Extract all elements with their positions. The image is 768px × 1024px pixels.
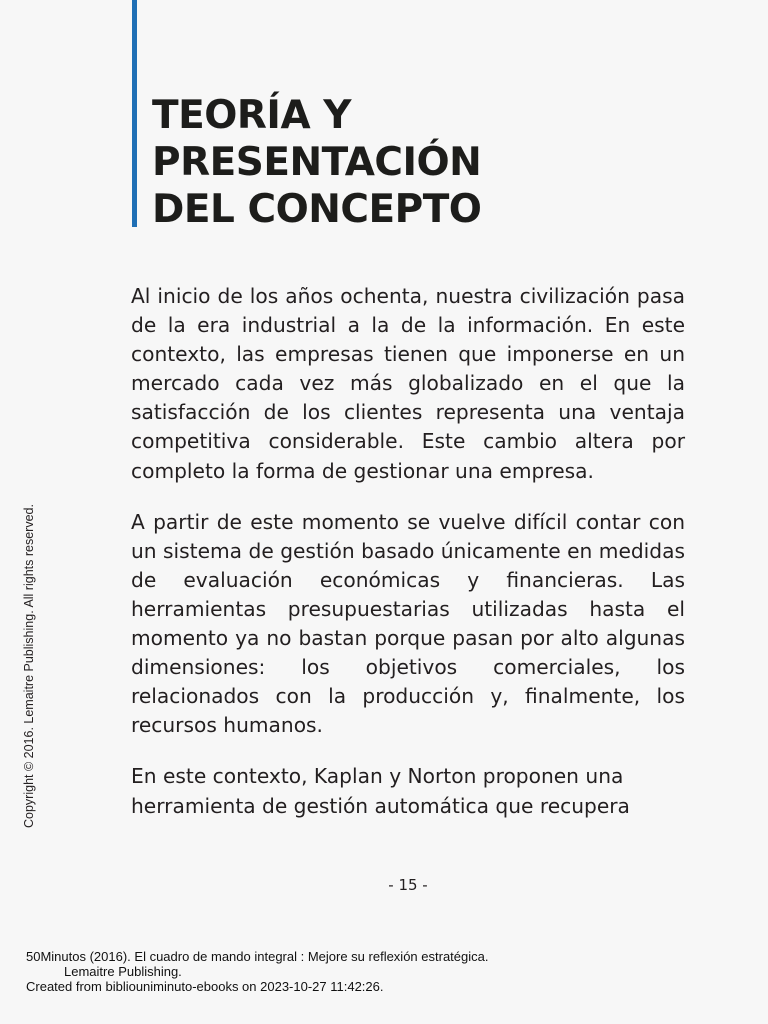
paragraph-line: por alto algunas dimensiones: los objetivos co [131,626,685,680]
page-number: - 15 - [388,876,428,894]
paragraph-line: En este contexto, las empresas tienen que impo [131,313,685,367]
paragraph-line: hasta el momento ya no bastan porque pasan [131,596,685,651]
citation-line: 50Minutos (2016). El cuadro de mando integral : Mejore su reflexión estratégica. [26,949,489,964]
paragraph-line: medidas de evaluación económicas y financieras. [131,538,685,592]
chapter-title-line-3: DEL CONCEPTO [152,187,482,232]
paragraph-line: merciales, los relacionados con la producción y, [131,655,685,709]
paragraph-line: en el que la satisfacción de los clientes repre [131,371,685,425]
paragraph-line: Este cambio altera por completo la forma de [131,429,685,483]
paragraph-3 [131,762,685,820]
citation-line: Created from bibliouniminuto-ebooks on 2023-10-27 11:42:26. [26,979,384,994]
paragraph-line: nerse en un mercado cada vez más globalizado [131,342,685,396]
paragraph-line: En este contexto, Kaplan y Norton proponen una [131,764,624,789]
copyright-notice: Copyright © 2016. Lemaitre Publishing. All rights reserved. [22,504,36,828]
paragraph-line: con un sistema de gestión basado únicamente en [131,509,685,563]
paragraph-line: Las herramientas presupuestarias utilizadas [131,567,685,621]
chapter-title-line-1: TEORÍA Y [152,93,351,138]
paragraph-line: pasa de la era industrial a la de la información. [131,284,685,338]
paragraph-line: Al inicio de los años ochenta, nuestra civilización [131,284,637,308]
paragraph-line: senta una ventaja competitiva considerable. [131,400,685,454]
body-text [131,282,685,843]
paragraph-line: finalmente, los recursos humanos. [131,684,685,738]
paragraph-line: herramienta de gestión automática que recupera [131,793,630,818]
paragraph-line: A partir de este momento se vuelve difícil contar [131,509,649,534]
citation-line: Lemaitre Publishing. [64,964,182,979]
paragraph-1 [131,282,685,486]
citation-footer [26,949,746,994]
paragraph-line: gestionar una empresa. [353,458,594,483]
chapter-accent-bar [132,0,137,227]
chapter-title [152,92,712,233]
chapter-title-line-2: PRESENTACIÓN [152,140,482,185]
paragraph-2 [131,508,685,741]
